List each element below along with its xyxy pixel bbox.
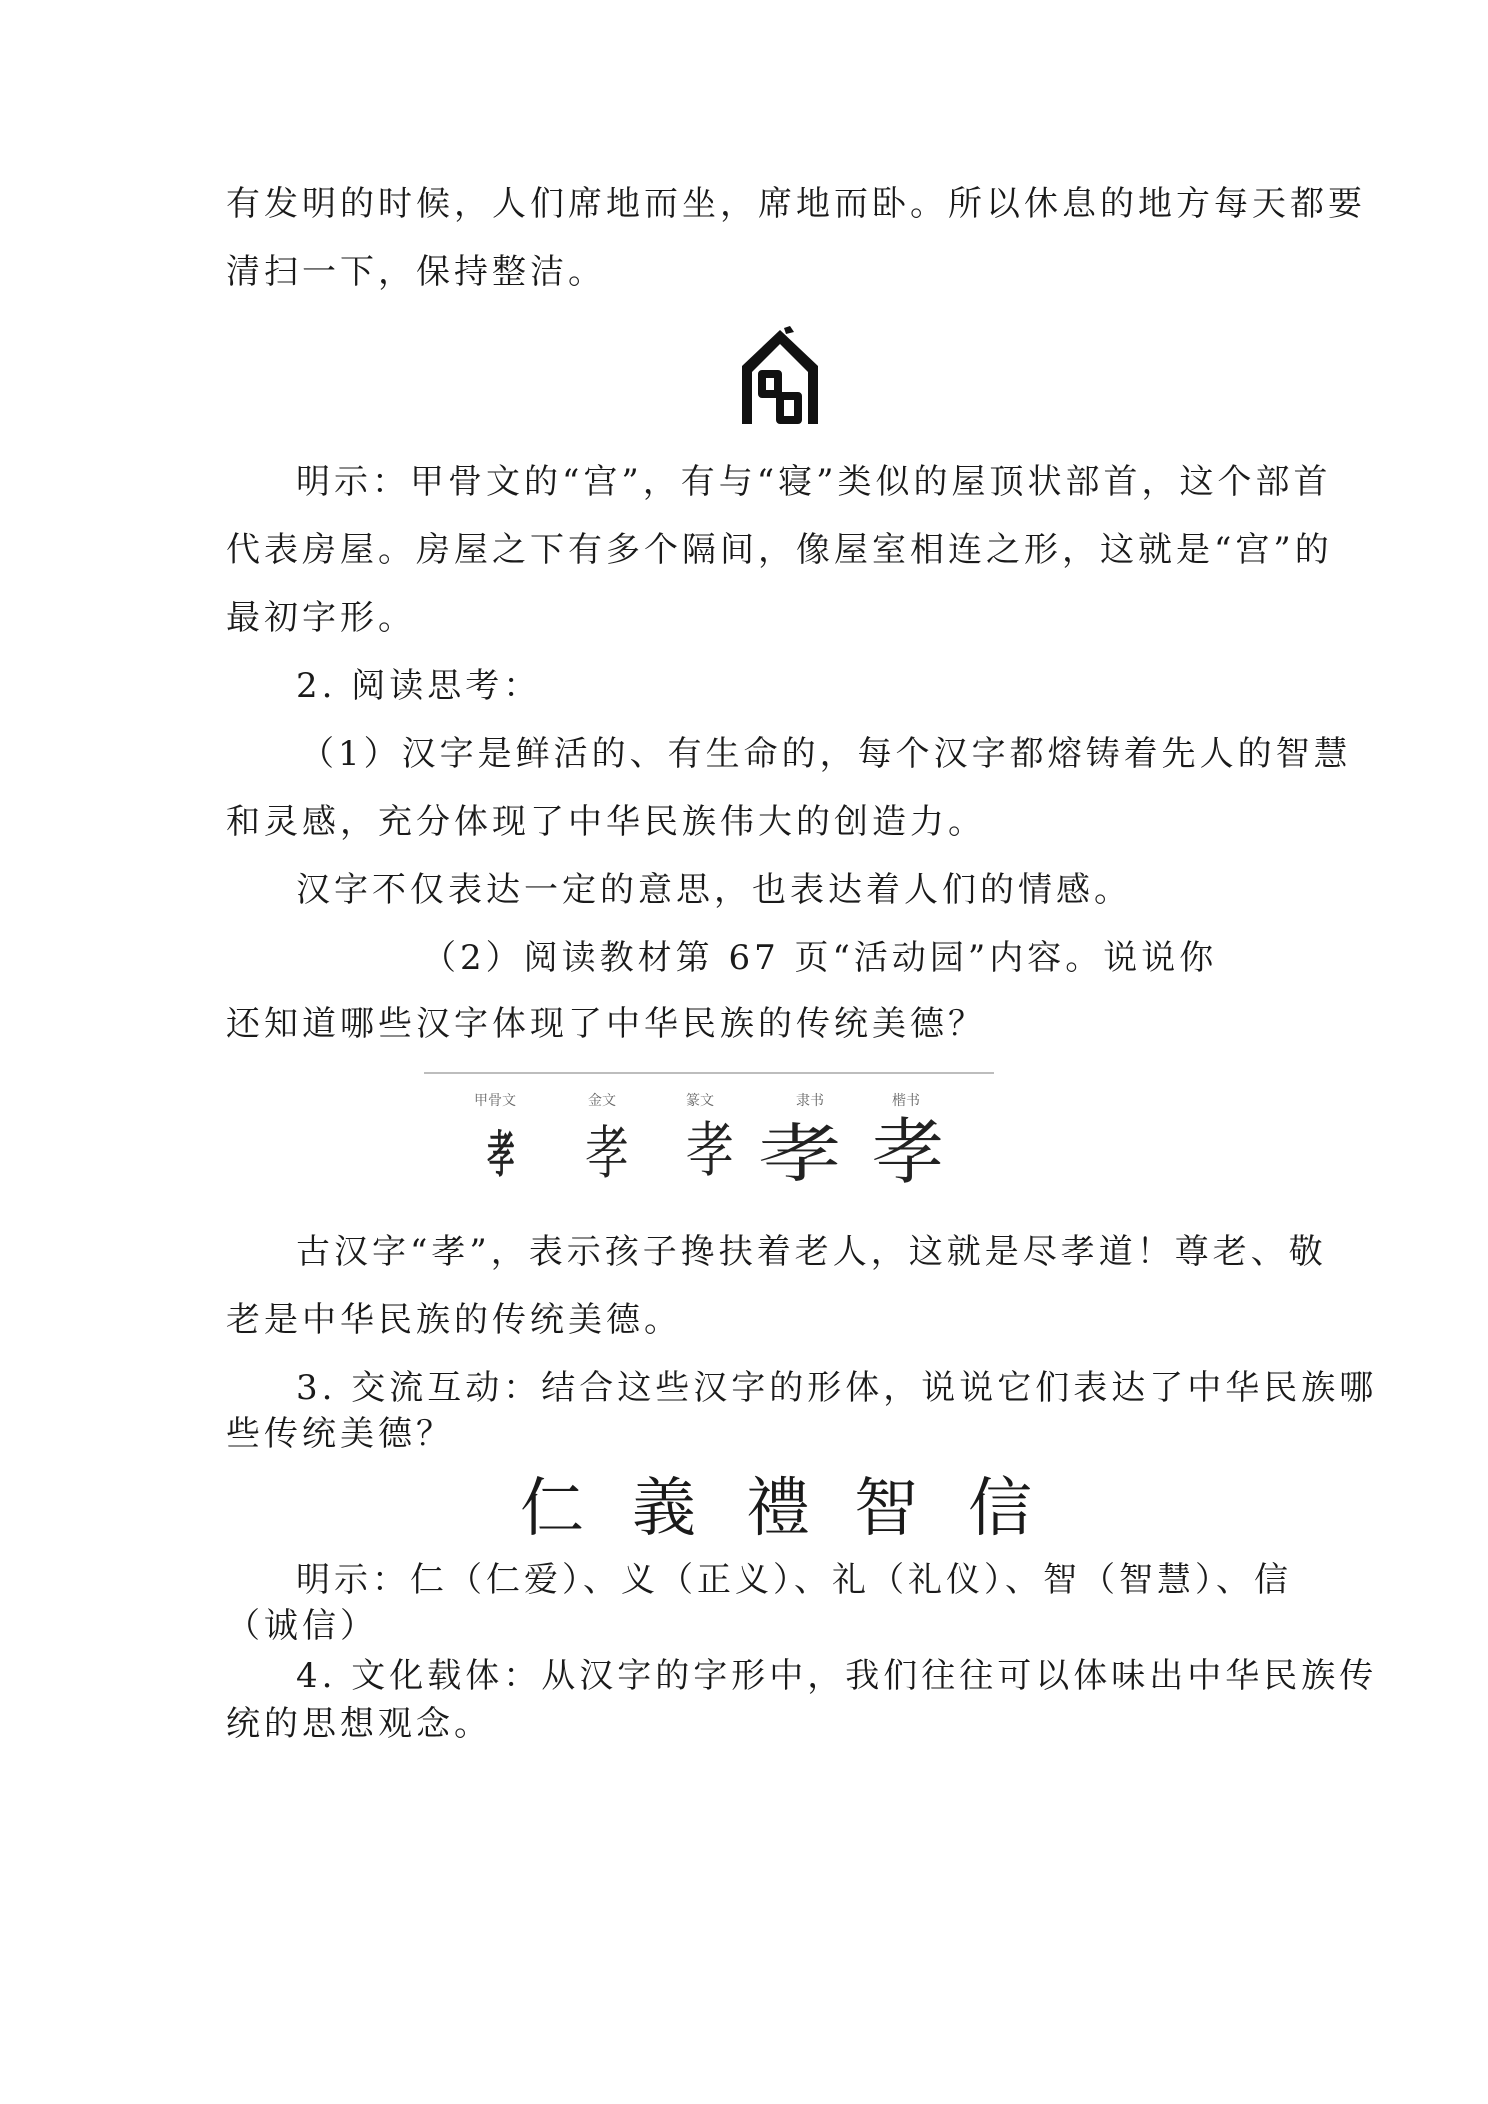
paragraph-line: 清扫一下，保持整洁。 [226,252,606,292]
virtue-char-xin: 信 [968,1472,1032,1546]
virtue-seal-characters [520,1474,1040,1554]
virtue-char-li: 禮 [746,1472,810,1546]
paragraph-line: （诚信） [226,1606,378,1646]
paragraph-line: 代表房屋。房屋之下有多个隔间，像屋室相连之形，这就是“宫”的 [226,530,1333,570]
xiao-regular-char: 孝 [872,1110,945,1194]
paragraph-line: 和灵感，充分体现了中华民族伟大的创造力。 [226,802,986,842]
oracle-gong-icon [732,324,828,434]
xiao-evolution-figure [424,1072,994,1202]
paragraph-line: 汉字不仅表达一定的意思，也表达着人们的情感。 [296,870,1132,910]
paragraph-line: 老是中华民族的传统美德。 [226,1300,682,1340]
section-heading: 3. 交流互动：结合这些汉字的形体，说说它们表达了中华民族哪 [296,1368,1378,1408]
paragraph-line: 古汉字“孝”，表示孩子搀扶着老人，这就是尽孝道！尊老、敬 [296,1232,1327,1272]
paragraph-line: 明示：仁（仁爱）、义（正义）、礼（礼仪）、智（智慧）、信 [296,1560,1292,1600]
script-label: 隶书 [796,1093,824,1109]
section-heading: 2. 阅读思考： [296,666,542,706]
paragraph-line: 明示：甲骨文的“宫”，有与“寝”类似的屋顶状部首，这个部首 [296,462,1332,502]
script-label: 甲骨文 [474,1093,516,1109]
xiao-bronze-char: 孝 [585,1119,629,1187]
paragraph-line: 最初字形。 [226,598,416,638]
virtue-char-yi: 義 [632,1472,696,1546]
virtue-char-zhi: 智 [854,1472,918,1546]
virtue-char-ren: 仁 [520,1472,584,1546]
script-label: 篆文 [686,1093,714,1109]
paragraph-line: 些传统美德？ [226,1414,454,1454]
paragraph-line: （1）汉字是鲜活的、有生命的，每个汉字都熔铸着先人的智慧 [300,734,1352,774]
figure-divider [424,1072,994,1074]
section-heading: 4. 文化载体：从汉字的字形中，我们往往可以体味出中华民族传 [296,1656,1378,1696]
oracle-gong-glyph [732,324,828,434]
paragraph-line: 还知道哪些汉字体现了中华民族的传统美德？ [226,1004,986,1044]
paragraph-line: 统的思想观念。 [226,1704,492,1744]
script-label: 楷书 [892,1093,920,1109]
paragraph-line: （2）阅读教材第 67 页“活动园”内容。说说你 [422,938,1218,978]
xiao-oracle-char: 孝 [487,1125,515,1184]
xiao-seal-char: 孝 [686,1116,734,1186]
paragraph-line: 有发明的时候，人们席地而坐，席地而卧。所以休息的地方每天都要 [226,184,1366,224]
script-label: 金文 [588,1093,616,1109]
xiao-clerical-char: 孝 [758,1118,842,1192]
